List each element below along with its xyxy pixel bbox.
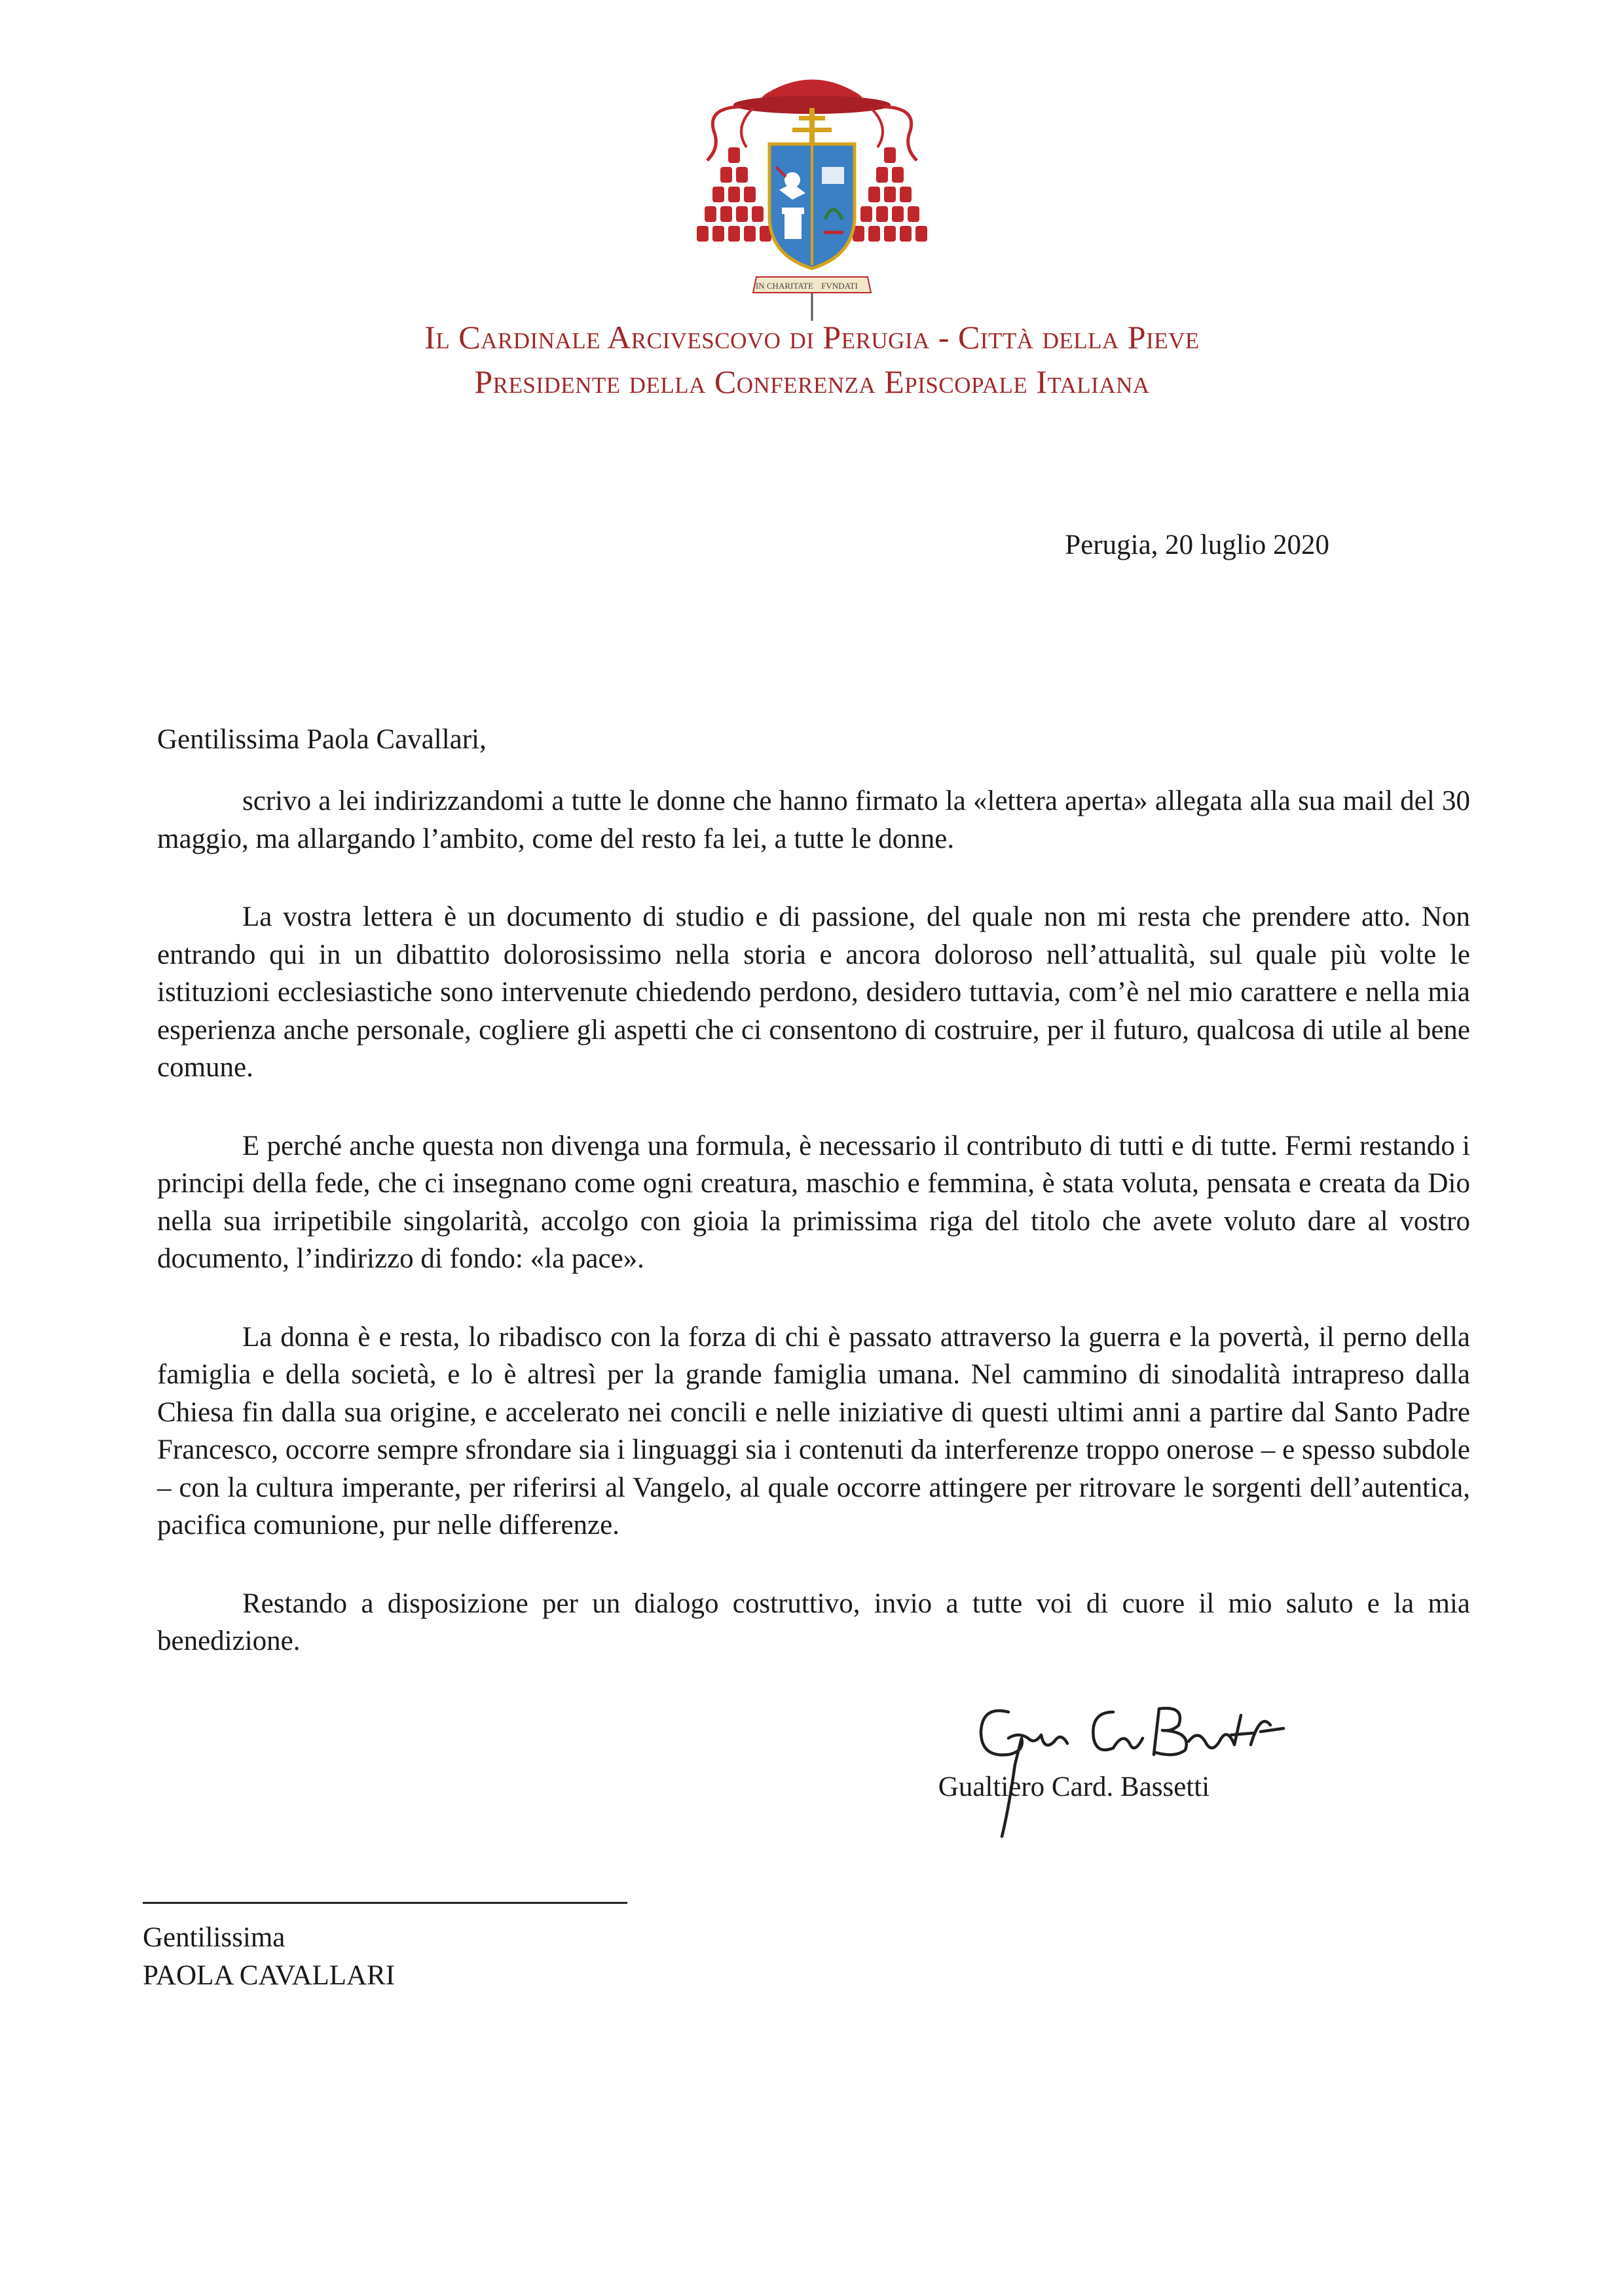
handwritten-signature xyxy=(963,1692,1303,1843)
signature-name: Gualtiero Card. Bassetti xyxy=(938,1772,1210,1802)
recipient-divider xyxy=(143,1902,627,1904)
coat-of-arms-emblem xyxy=(694,69,930,327)
letterhead-subtitle: Presidente della Conferenza Episcopale Italiana xyxy=(474,363,1150,400)
letter-body xyxy=(157,782,1470,1701)
body-paragraph: E perché anche questa non divenga una formula, è necessario il contributo di tutti e di tutte. Fermi restando i principi della fede, che ci insegnano come ogni creatura, maschio e femmina, è stata voluta, pensata e creata da Dio nella sua irripetibile singolarità, accolgo con gioia la primissima riga del titolo che avete voluto dare al vostro documento, l’indirizzo di fondo: «la pace». xyxy=(157,1130,1470,1274)
coat-motto-left: IN CHARITATE xyxy=(755,281,814,291)
letterhead-title: Il Cardinale Arcivescovo di Perugia - Città della Pieve xyxy=(424,319,1200,355)
body-paragraph: Restando a disposizione per un dialogo costruttivo, invio a tutte voi di cuore il mio saluto e la mia benedizione. xyxy=(157,1588,1470,1656)
letter-date: Perugia, 20 luglio 2020 xyxy=(1065,530,1329,560)
body-paragraph: La donna è e resta, lo ribadisco con la forza di chi è passato attraverso la guerra e la povertà, il perno della famiglia e della società, e lo è altresì per la grande famiglia umana. Nel cammino di sinodalità intrapreso dalla Chiesa fin dalla sua origine, e accelerato nei concili e nelle iniziative di questi ultimi anni a partire dal Santo Padre Francesco, occorre sempre sfrondare sia i linguaggi sia i contenuti da interferenze troppo onerose – e spesso subdole – con la cultura imperante, per riferirsi al Vangelo, al quale occorre attingere per ritrovare le sorgenti dell’autentica, pacifica comunione, pur nelle differenze. xyxy=(157,1321,1470,1540)
recipient-greeting: Gentilissima xyxy=(143,1922,286,1953)
body-paragraph: scrivo a lei indirizzandomi a tutte le donne che hanno firmato la «lettera aperta» allegata alla sua mail del 30 maggio, ma allargando l’ambito, come del resto fa lei, a tutte le donne. xyxy=(157,786,1470,854)
body-paragraph: La vostra lettera è un documento di studio e di passione, del quale non mi resta che prendere atto. Non entrando qui in un dibattito dolorosissimo nella storia e ancora doloroso nell’attualità, sul quale più volte le istituzioni ecclesiastiche sono intervenute chiedendo perdono, desidero tuttavia, com’è nel mio carattere e nella mia esperienza anche personale, cogliere gli aspetti che ci consentono di costruire, per il futuro, qualcosa di utile al bene comune. xyxy=(157,902,1470,1083)
recipient-name: PAOLA CAVALLARI xyxy=(143,1960,396,1991)
coat-motto-right: FVNDATI xyxy=(821,281,858,291)
salutation: Gentilissima Paola Cavallari, xyxy=(157,724,487,755)
